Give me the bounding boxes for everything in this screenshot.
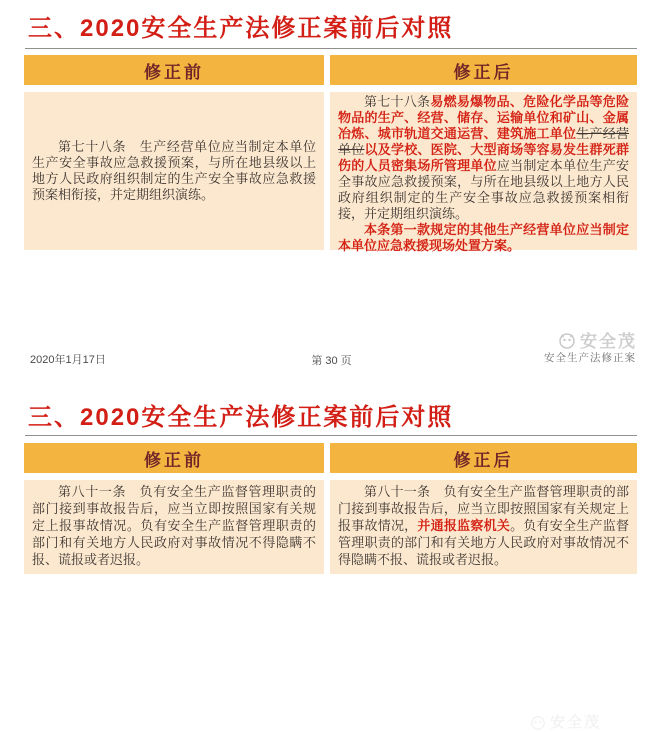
header-cell-after: 修正后 <box>330 443 637 473</box>
comparison-table-1 <box>24 55 637 253</box>
header-cell-before: 修正前 <box>24 55 324 85</box>
footer-date: 2020年1月17日 <box>30 354 106 366</box>
brand-logo <box>558 327 637 352</box>
normal-text: 第七十八条 <box>364 94 431 109</box>
header-cell-before: 修正前 <box>24 443 324 473</box>
title-underline <box>25 48 637 49</box>
partial-watermark <box>530 711 601 732</box>
after-paragraph-1 <box>338 483 629 568</box>
comparison-table-2 <box>24 443 637 574</box>
title-underline <box>25 435 637 436</box>
slide1-title: 三、2020安全生产法修正案前后对照 <box>28 15 454 42</box>
normal-text: 。负有安全生产监督管理职责的部门和有关地方人民政府对事故情况不得隐瞒不报、谎报或者迟报。 <box>338 518 629 567</box>
brand-name: 安全茂 <box>580 332 637 351</box>
normal-text: 第八十一条 负有安全生产监督管理职责的部门接到事故报告后，应当立即按照国家有关规定上报事故情况， <box>338 484 629 533</box>
deleted-text: 生产经营单位 <box>338 126 629 157</box>
brand-subtitle: 安全生产法修正案 <box>544 352 636 364</box>
added-text: 并通报监察机关 <box>417 518 511 533</box>
header-cell-after: 修正后 <box>330 55 637 85</box>
brand-name: 安全茂 <box>550 714 602 731</box>
after-paragraph-1 <box>338 94 629 222</box>
cat-face-logo-icon <box>530 714 546 730</box>
cat-face-logo-icon <box>558 331 576 349</box>
added-text: 以及学校、医院、大型商场等容易发生群死群伤的人员密集场所管理单位 <box>338 142 629 173</box>
after-paragraph-2-added: 本条第一款规定的其他生产经营单位应当制定本单位应急救援现场处置方案。 <box>338 222 629 253</box>
slide2-title: 三、2020安全生产法修正案前后对照 <box>28 404 454 431</box>
cell-before-article81 <box>24 480 324 574</box>
cell-before-article78 <box>24 92 324 250</box>
added-text: 易燃易爆物品、危险化学品等危险物品的生产、经营、储存、运输单位和矿山、金属冶炼、城市轨道交通运营、建筑施工单位 <box>338 94 629 141</box>
before-paragraph: 第八十一条 负有安全生产监督管理职责的部门接到事故报告后，应当立即按照国家有关规定上报事故情况。负有安全生产监督管理职责的部门和有关地方人民政府对事故情况不得隐瞒不报、谎报或者迟报。 <box>32 484 316 567</box>
cell-after-article78 <box>330 92 637 253</box>
cell-after-article81 <box>330 480 637 574</box>
normal-text: 应当制定本单位生产安全事故应急救援预案，与所在地县级以上地方人民政府组织制定的生产安全事故应急救援预案相衔接，并定期组织演练。 <box>338 158 629 221</box>
footer-page-number: 第 30 页 <box>311 355 352 367</box>
before-paragraph: 第七十八条 生产经营单位应当制定本单位生产安全事故应急救援预案，与所在地县级以上地方人民政府组织制定的生产安全事故应急救援预案相衔接，并定期组织演练。 <box>32 139 316 202</box>
